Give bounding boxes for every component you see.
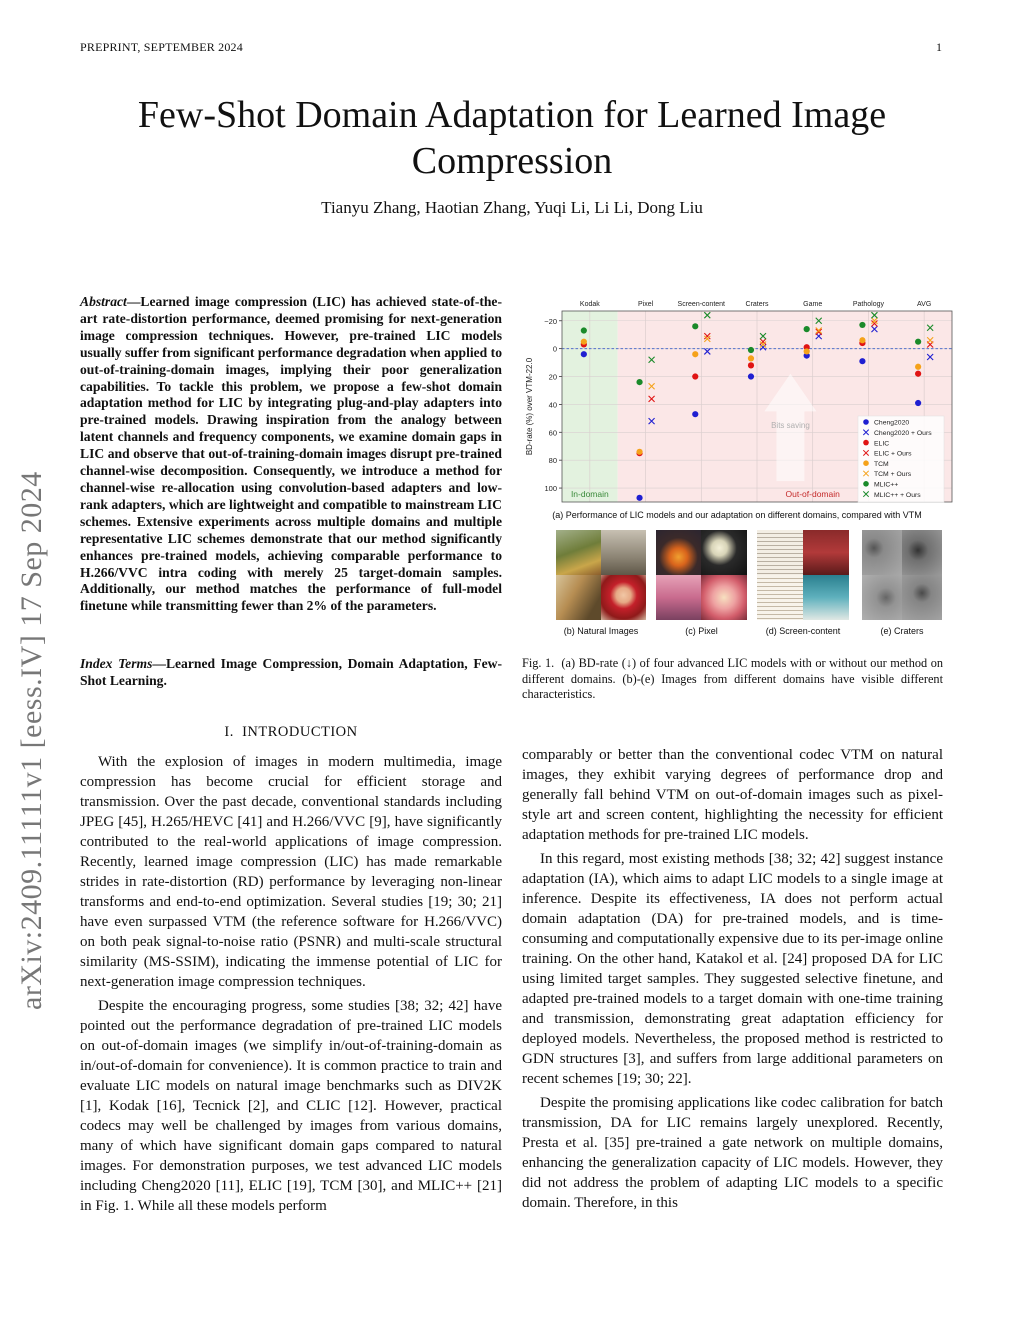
data-point [636,379,642,385]
category-label: Screen-content [677,301,726,308]
running-header: PREPRINT, SEPTEMBER 2024 [80,40,243,54]
data-point [804,326,810,332]
natural-image [601,575,646,620]
figure-caption [522,656,943,703]
category-label: Pixel [637,301,654,308]
abstract-label: Abstract [80,294,127,309]
crater-image [862,530,902,575]
figure-1a-chart [520,294,956,526]
data-point [748,373,754,379]
abstract [80,294,502,615]
natural-image [601,530,646,575]
y-axis-label: BD-rate (%) over VTM-22.0 [525,357,534,456]
y-tick-label: 20 [548,372,557,382]
in-domain-label: In-domain [570,489,609,499]
section-title: INTRODUCTION [242,724,358,740]
crater-image [902,530,942,575]
crater-image [862,575,902,620]
legend-marker [863,419,869,425]
data-point [581,339,587,345]
data-point [692,373,698,379]
y-tick-label: 60 [548,428,557,438]
data-point [692,323,698,329]
index-terms [80,656,502,690]
craters-thumbnails [862,530,942,620]
page-number: 1 [936,40,943,54]
figure-caption-label: Fig. 1. [522,656,555,670]
natural-image [556,530,601,575]
bits-saving-label: Bits saving [771,421,810,431]
category-label: Kodak [579,301,600,308]
crater-image [902,575,942,620]
legend-label: MLIC++ + Ours [874,491,921,499]
data-point [748,347,754,353]
subcaption-c: (c) Pixel [685,626,718,636]
pixel-image [701,575,747,620]
legend-label: MLIC++ [874,481,899,489]
data-point [692,411,698,417]
pixel-image [656,575,701,620]
legend-box [858,416,944,502]
legend-label: TCM + Ours [874,471,912,479]
right-column [522,745,943,1217]
section-heading [80,724,502,741]
subcaption-d: (d) Screen-content [765,626,841,636]
data-point [915,364,921,370]
data-point [581,327,587,333]
paragraph: comparably or better than the conventional codec VTM on natural images, they exhibit varying degrees of performance drop and generally fall behind VTM on out-of-domain images such as pixel-style art and screen content, highlighting the necessity for efficient adaptation methods for pre-trained LIC models. [522,747,943,843]
index-terms-label: Index Terms [80,656,153,671]
section-numeral: I. [224,724,234,740]
y-tick-label: 0 [552,344,557,354]
paragraph: With the explosion of images in modern multimedia, image compression has become crucial for efficient storage and transmission. Over the past decade, conventional standards including JPEG [45], H.265/HEVC [41] and H.266/VVC [9], have significantly contributed to the real-world applications of image compression. Recently, learned image compression (LIC) has made remarkable strides in rate-distortion (RD) performance by leveraging non-linear transforms and end-to-end optimization. Several studies [19; 30; 21] have even surpassed VTM (the reference software for H.266/VVC) on both peak signal-to-noise ratio (PSNR) and multi-scale structural similarity (MS-SSIM), indicating the immense potential of LIC for next-generation image compression techniques. [80,754,502,990]
data-point [692,351,698,357]
screen-content-image [757,575,803,620]
category-label: Pathology [852,301,884,308]
out-of-domain-label: Out-of-domain [785,489,840,499]
pixel-images-thumbnails [656,530,747,620]
data-point [748,362,754,368]
screen-content-image [803,575,849,620]
category-label: AVG [917,301,932,308]
data-point [859,322,865,328]
category-label: Game [803,301,823,308]
legend-label: TCM [874,460,889,468]
legend-marker [863,460,869,466]
data-point [636,449,642,455]
figure-caption-text: (a) BD-rate (↓) of four advanced LIC models with or without our method on different domains. (b)-(e) Images from different domains have visible different characteristics. [522,656,943,701]
y-tick-label: 80 [548,456,557,466]
legend-label: Cheng2020 [874,419,910,427]
subcaption-e: (e) Craters [880,626,924,636]
paragraph: Despite the promising applications like codec calibration for batch transmission, DA for LIC remains largely unexplored. Recently, Presta et al. [35] pre-trained a gate network on multiple domains, enhancing the generalization capacity of LIC models. However, they did not address the problem of adapting LIC models to a specific domain. Therefore, in this [522,1095,943,1211]
arxiv-identifier: arXiv:2409.11111v1 [eess.IV] 17 Sep 2024 [15,471,48,1010]
paper-authors: Tianyu Zhang, Haotian Zhang, Yuqi Li, Li Li, Dong Liu [321,198,703,217]
data-point [915,400,921,406]
legend-label: ELIC + Ours [874,450,912,458]
data-point [636,495,642,501]
paragraph: In this regard, most existing methods [38; 32; 42] suggest instance adaptation (IA), which aims to adapt LIC models to a single image at inference. Despite its effectiveness, IA does not perform actual domain adaptation (DA) for pre-trained models, and is time-consuming and computationally expensive due to its per-image online training. On the other hand, Katakol et al. [24] proposed DA for LIC using limited target samples. They suggested selective finetune, and adapted pre-trained models to a target domain with one-time training and transmission, demonstrating great adaptation efficiency for deployed models. Nevertheless, the proposed method is restricted to GDN structures [3], and suffers from large additional parameters on recent schemes [19; 30; 22]. [522,851,943,1087]
pixel-image [656,530,701,575]
data-point [915,339,921,345]
screen-content-thumbnails [757,530,849,620]
subcaption-a: (a) Performance of LIC models and our adaptation on different domains, compared with VTM [552,510,922,520]
data-point [804,348,810,354]
y-tick-label: 40 [548,400,557,410]
legend-label: ELIC [874,440,890,448]
screen-content-image [803,530,849,575]
subcaption-b: (b) Natural Images [563,626,639,636]
data-point [581,351,587,357]
y-tick-label: −20 [544,316,557,326]
index-terms-text: —Learned Image Compression, Domain Adaptation, Few-Shot Learning. [80,656,502,688]
pixel-image [701,530,747,575]
category-label: Craters [745,301,769,308]
screen-content-image [757,530,803,575]
natural-images-thumbnails [556,530,646,620]
abstract-text: —Learned image compression (LIC) has achieved state-of-the-art rate-distortion performance, deemed promising for next-generation image compression techniques. However, pre-trained LIC models usually suffer from significant performance degradation when applied to out-of-training-domain images, implying their poor generalization capabilities. To tackle this problem, we propose a few-shot domain adaptation method for LIC by integrating plug-and-play adapters into pre-trained models. Drawing inspiration from the analogy between latent channels and frequency components, we examine domain gaps in LIC and observe that out-of-training-domain images disrupt pre-trained channel-wise decomposition. Consequently, we introduce a method for channel-wise re-allocation using convolution-based adapters and low-rank adapters, which are lightweight and compatible to mainstream LIC schemes. Extensive experiments across multiple domains and multiple representative LIC schemes demonstrate that our method significantly enhances pre-trained models, achieving comparable performance to H.266/VVC intra coding with merely 25 target-domain samples. Additionally, our method matches the performance of full-model finetune while transmitting fewer than 2% of the parameters. [80,294,502,614]
data-point [859,358,865,364]
left-column [80,752,502,1220]
paragraph: Despite the encouraging progress, some studies [38; 32; 42] have pointed out the performance degradation of pre-trained LIC models on out-of-domain images (we simplify in/out-of-training-domain as in/out-of-domain for convenience). It is common practice to train and evaluate LIC models on natural image benchmarks such as DIV2K [1], Kodak [16], Tecnick [2], and CLIC [12]. However, practical codecs may well be challenged by images from various domains, many of which have significant domain gaps compared to natural images. For demonstration purposes, we test advanced LIC models including Cheng2020 [11], ELIC [19], TCM [30], and MLIC++ [21] in Fig. 1. While all these models perform [80,998,502,1214]
data-point [748,355,754,361]
data-point [915,371,921,377]
data-point [859,337,865,343]
y-tick-label: 100 [544,484,557,494]
natural-image [556,575,601,620]
legend-label: Cheng2020 + Ours [874,430,932,437]
paper-title: Few-Shot Domain Adaptation for Learned Image Compression [137,94,887,182]
legend-marker [863,440,869,446]
legend-marker [863,481,869,487]
